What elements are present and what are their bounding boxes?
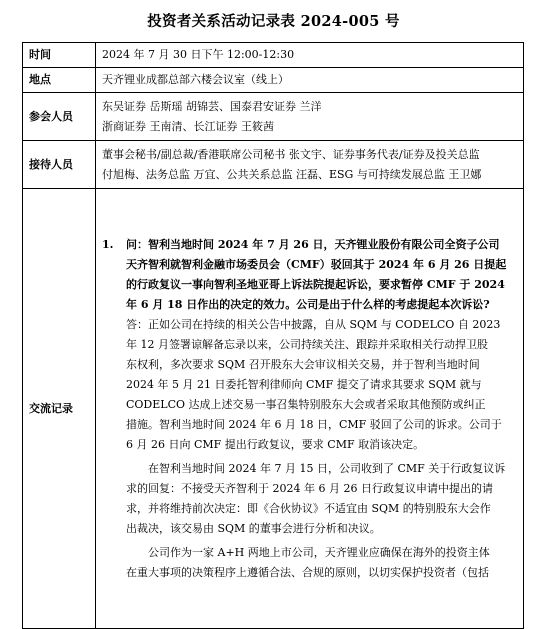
row-participants: [23, 93, 524, 141]
question-line: 年 6 月 18 日作出的决定的效力。公司是出于什么样的考虑提起本次诉讼?: [126, 297, 490, 311]
answer-line: 2024 年 5 月 21 日委托智利律师向 CMF 提交了请求其要求 SQM 就与: [126, 377, 482, 391]
location-value: 天齐锂业成都总部六楼会议室（线上）: [96, 68, 524, 93]
paragraph2-line: 在智利当地时间 2024 年 7 月 15 日，公司收到了 CMF 关于行政复议诉: [148, 461, 506, 475]
time-label: 时间: [23, 43, 96, 68]
participants-line: 东吴证券 岳斯瑶 胡锦芸、国泰君安证券 兰洋: [102, 99, 322, 113]
hosts-line: 付旭梅、法务总监 万宜、公共关系总监 汪磊、ESG 与可持续发展总监 王卫娜: [102, 167, 482, 181]
row-location: [23, 68, 524, 93]
record-table: [22, 42, 524, 629]
document-title: 投资者关系活动记录表 2024-005 号: [147, 13, 400, 30]
question-line: 问：智利当地时间 2024 年 7 月 26 日，天齐锂业股份有限公司全资子公司: [126, 237, 500, 251]
row-hosts: [23, 141, 524, 189]
paragraph3-line: 公司作为一家 A+H 两地上市公司，天齐锂业应确保在海外的投资主体: [148, 545, 490, 559]
paragraph2-line: 出裁决，该交易由 SQM 的董事会进行分析和决议。: [126, 521, 381, 535]
answer-line: 6 月 26 日向 CMF 提出行政复议，要求 CMF 取消该决定。: [126, 437, 425, 451]
hosts-value: [96, 141, 524, 189]
question-line: 的行政复议一事向智利圣地亚哥上诉法院提起诉讼，要求暂停 CMF 于 2024: [126, 277, 505, 291]
exchange-label: 交流记录: [23, 189, 96, 629]
row-exchange: [23, 189, 524, 629]
question-line: 天齐智利就智利金融市场委员会（CMF）驳回其于 2024 年 6 月 26 日提起: [126, 257, 507, 271]
row-time: [23, 43, 524, 68]
answer-line: 东权利，多次要求 SQM 召开股东大会审议相关交易，并于智利当地时间: [126, 357, 480, 371]
answer-line: 答：正如公司在持续的相关公告中披露，自从 SQM 与 CODELCO 自 2023: [126, 317, 501, 331]
paragraph3-line: 在重大事项的决策程序上遵循合法、合规的原则，以切实保护投资者（包括: [126, 565, 489, 579]
paragraph2-line: 求，并将维持前次决定：即《合伙协议》不适宜由 SQM 的特别股东大会作: [126, 501, 491, 515]
question-number: 1.: [102, 237, 114, 251]
question-block: [102, 235, 517, 583]
participants-label: 参会人员: [23, 93, 96, 141]
participants-line: 浙商证券 王南清、长江证券 王筱茜: [102, 119, 274, 133]
answer-line: 年 12 月签署谅解备忘录以来，公司持续关注、跟踪并采取相关行动捍卫股: [126, 337, 488, 351]
exchange-content: [96, 189, 524, 629]
hosts-line: 董事会秘书/副总裁/香港联席公司秘书 张文宇、证券事务代表/证券及投关总监: [102, 147, 480, 161]
answer-line: 措施。智利当地时间 2024 年 6 月 18 日，CMF 驳回了公司的诉求。公司于: [126, 417, 502, 431]
answer-line: CODELCO 达成上述交易一事召集特别股东大会或者采取其他预防或纠正: [126, 397, 486, 411]
participants-value: [96, 93, 524, 141]
paragraph2-line: 求的回复：不接受天齐智利于 2024 年 6 月 26 日行政复议申请中提出的请: [126, 481, 493, 495]
hosts-label: 接待人员: [23, 141, 96, 189]
location-label: 地点: [23, 68, 96, 93]
time-value: 2024 年 7 月 30 日下午 12:00-12:30: [96, 43, 524, 68]
